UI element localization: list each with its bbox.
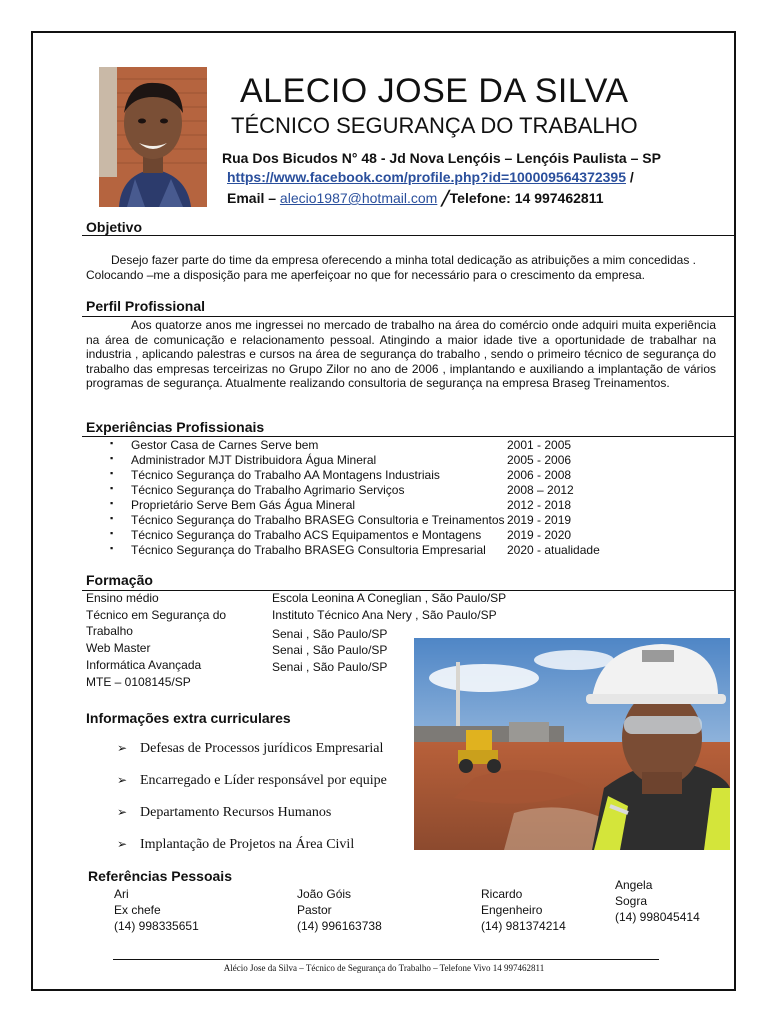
extra-item-text: Defesas de Processos jurídicos Empresarial (140, 741, 384, 756)
email-label: Email – (227, 190, 280, 206)
education-school: Senai , São Paulo/SP (272, 660, 388, 674)
experience-dates: 2020 - atualidade (507, 543, 600, 557)
footer-divider (113, 959, 659, 960)
experience-title: Gestor Casa de Carnes Serve bem (131, 438, 319, 452)
bullet-icon: ▪ (110, 468, 114, 478)
email-link[interactable]: alecio1987@hotmail.com (279, 190, 438, 206)
experience-dates: 2012 - 2018 (507, 498, 572, 512)
experience-item (110, 468, 630, 483)
objective-line-1: Desejo fazer parte do time da empresa oferecendo a minha total dedicação as atribuições a mim concedidas . (111, 253, 696, 267)
reference-phone: (14) 998045414 (615, 910, 700, 924)
education-course: Ensino médio (86, 591, 159, 605)
education-school: Escola Leonina A Coneglian , São Paulo/SP (272, 591, 507, 605)
education-course: Técnico em Segurança do (86, 608, 227, 622)
education-course: Web Master (86, 641, 151, 655)
reference-phone: (14) 998335651 (114, 919, 199, 933)
bullet-icon: ▪ (110, 438, 114, 448)
bullet-icon: ▪ (110, 528, 114, 538)
work-photo (414, 638, 730, 850)
experience-heading: Experiências Profissionais (86, 419, 265, 435)
candidate-role: TÉCNICO SEGURANÇA DO TRABALHO (231, 113, 638, 138)
references-heading: Referências Pessoais (88, 868, 232, 884)
reference-name: Ricardo (481, 887, 523, 901)
footer-text: Alécio Jose da Silva – Técnico de Segurança do Trabalho – Telefone Vivo 14 997462811 (223, 963, 545, 973)
profile-photo (99, 67, 207, 207)
experience-item (110, 453, 630, 468)
profile-heading: Perfil Profissional (86, 298, 206, 314)
extra-heading: Informações extra curriculares (86, 710, 291, 726)
profile-text: Aos quatorze anos me ingressei no mercado de trabalho na área do comércio onde adquiri muita experiência na área de comunicação e relacionamento pessoal. Atingindo a maior idade tive a oportunidade de trabalhar na industria , aplicando palestras e cursos na área de segurança do trabalho , sendo o primeiro técnico de segurança do trabalho das empresas terceirizas no Grupo Zilor no ano de 2006 , implantando e auxiliando a implantação de vários programas de segurança. Atualmente realizando consultoria de segurança na empresa Braseg Treinamentos. (86, 318, 716, 390)
experience-title: Técnico Segurança do Trabalho AA Montagens Industriais (131, 468, 440, 482)
reference-entry (481, 886, 566, 934)
address: Rua Dos Bicudos N° 48 - Jd Nova Lençóis – Lençóis Paulista – SP (222, 150, 661, 166)
facebook-separator: / (626, 169, 634, 185)
facebook-line (227, 169, 634, 185)
arrow-bullet-icon: ➢ (117, 805, 128, 819)
objective-line-2: Colocando –me a disposição para me aperfeiçoar no que for necessário para o crescimento da empresa. (86, 268, 645, 282)
reference-name: João Góis (297, 887, 352, 901)
experience-item (110, 543, 630, 558)
candidate-name: ALECIO JOSE DA SILVA (240, 72, 629, 110)
education-school: Senai , São Paulo/SP (272, 643, 388, 657)
reference-relation: Sogra (615, 894, 648, 908)
extra-item-text: Departamento Recursos Humanos (140, 805, 332, 820)
phone: Telefone: 14 997462811 (449, 190, 604, 206)
reference-name: Ari (114, 887, 129, 901)
experience-item (110, 528, 630, 543)
education-course: Informática Avançada (86, 658, 202, 672)
contact-line (227, 190, 604, 207)
experience-dates: 2006 - 2008 (507, 468, 572, 482)
experience-title: Técnico Segurança do Trabalho BRASEG Consultoria Empresarial (131, 543, 486, 557)
experience-dates: 2005 - 2006 (507, 453, 572, 467)
extra-item-text: Implantação de Projetos na Área Civil (140, 837, 355, 852)
bullet-icon: ▪ (110, 483, 114, 493)
arrow-bullet-icon: ➢ (117, 837, 128, 851)
phone-separator: ╱ (437, 190, 450, 206)
experience-title: Técnico Segurança do Trabalho Agrimario Serviços (131, 483, 405, 497)
education-school: Senai , São Paulo/SP (272, 627, 388, 641)
education-school: Instituto Técnico Ana Nery , São Paulo/SP (272, 608, 497, 622)
education-course: Trabalho (86, 624, 133, 638)
reference-phone: (14) 996163738 (297, 919, 382, 933)
experience-title: Administrador MJT Distribuidora Água Mineral (131, 453, 377, 467)
objective-heading: Objetivo (86, 219, 143, 235)
experience-divider (82, 436, 736, 437)
reference-phone: (14) 981374214 (481, 919, 566, 933)
reference-name: Angela (615, 878, 653, 892)
reference-entry (297, 886, 382, 934)
experience-title: Técnico Segurança do Trabalho ACS Equipamentos e Montagens (131, 528, 482, 542)
experience-dates: 2001 - 2005 (507, 438, 572, 452)
experience-item (110, 498, 630, 513)
facebook-link[interactable]: https://www.facebook.com/profile.php?id=100009564372395 (227, 169, 627, 185)
bullet-icon: ▪ (110, 498, 114, 508)
education-course: MTE – 0108145/SP (86, 675, 191, 689)
experience-item (110, 513, 630, 528)
profile-divider (82, 316, 736, 317)
reference-entry (615, 877, 700, 925)
bullet-icon: ▪ (110, 513, 114, 523)
arrow-bullet-icon: ➢ (117, 741, 128, 755)
experience-dates: 2008 – 2012 (507, 483, 574, 497)
experience-dates: 2019 - 2020 (507, 528, 572, 542)
objective-divider (82, 235, 736, 236)
bullet-icon: ▪ (110, 453, 114, 463)
reference-relation: Engenheiro (481, 903, 543, 917)
extra-item-text: Encarregado e Líder responsável por equipe (140, 773, 387, 788)
reference-relation: Ex chefe (114, 903, 161, 917)
experience-dates: 2019 - 2019 (507, 513, 572, 527)
experience-title: Técnico Segurança do Trabalho BRASEG Consultoria e Treinamentos (131, 513, 505, 527)
experience-item (110, 483, 630, 498)
experience-item (110, 438, 630, 453)
experience-title: Proprietário Serve Bem Gás Água Mineral (131, 498, 356, 512)
reference-relation: Pastor (297, 903, 332, 917)
reference-entry (114, 886, 199, 934)
education-heading: Formação (86, 572, 153, 588)
bullet-icon: ▪ (110, 543, 114, 553)
arrow-bullet-icon: ➢ (117, 773, 128, 787)
